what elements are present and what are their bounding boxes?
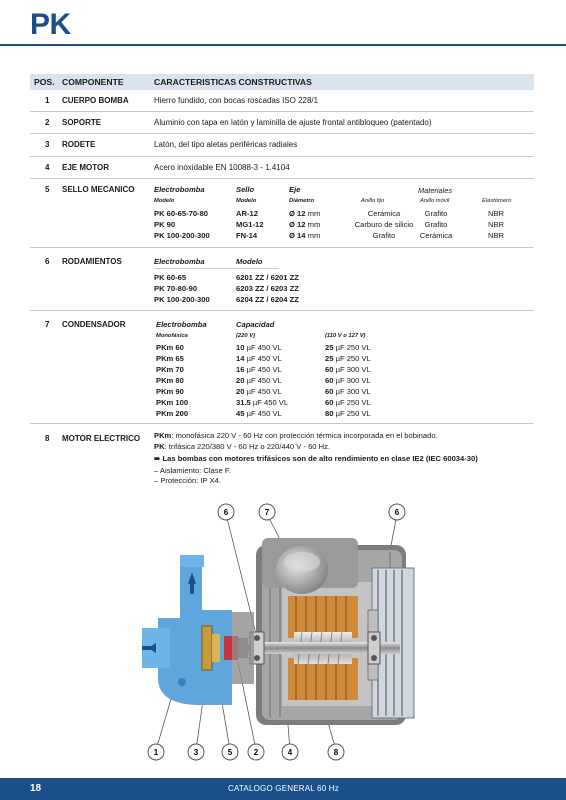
seal-mobile-ring: Grafito [424,209,448,218]
bearings-pump: PK 70-80-90 [154,284,198,293]
seal-pump: PK 90 [154,220,176,229]
page-title: PK [30,8,71,41]
seal-fixed-ring: Grafito [372,231,396,240]
row-component: CUERPO BOMBA [62,96,129,105]
capacitor-sub-single-phase: Monofásica [156,333,188,339]
seal-mobile-ring: Grafito [424,220,448,229]
arrow-right-icon: ➠ [154,454,161,463]
capacitor-pump: PKm 65 [156,354,184,363]
seal-elastomer: NBR [487,209,505,218]
row-number: 7 [45,320,50,329]
table-row [30,112,534,134]
capacitor-220: 20 µF 450 VL [236,376,282,385]
page-number: 18 [30,783,42,794]
svg-text:3: 3 [193,748,199,757]
capacitor-pump: PKm 100 [156,398,189,407]
capacitor-pump: PKm 90 [156,387,184,396]
row-component: EJE MOTOR [62,163,109,172]
seal-sub-elastomer: Elastómero [482,198,512,204]
row-description: Hierro fundido, con bocas roscadas ISO 228/1 [154,96,319,105]
footer-catalog-text: CATALOGO GENERAL 60 Hz [228,784,339,793]
seal-elastomer: NBR [487,231,505,240]
footer-bar [0,778,566,800]
seal-sub-mobile-ring: Anillo móvil [420,198,450,204]
table-row-motor [30,424,534,490]
svg-text:7: 7 [264,508,270,517]
svg-text:8: 8 [333,748,339,757]
capacitor-110: 60 µF 300 VL [325,387,371,396]
seal-diameter: Ø 12 mm [289,220,321,229]
capacitor-sub-220v: (220 V) [236,333,256,339]
callout-2 [248,744,264,760]
bearings-pump: PK 100-200-300 [154,295,210,304]
pump-cutaway-figure [140,500,430,770]
row-number: 4 [45,163,50,172]
svg-text:1: 1 [153,748,159,757]
seal-pump: PK 60-65-70-80 [154,209,209,218]
row-component: SELLO MECANICO [62,185,135,194]
callout-7 [259,504,275,520]
bearings-sub-rule [154,268,279,269]
table-row [30,157,534,179]
seal-mobile-ring: Cerámica [419,231,453,240]
callout-6-right [389,504,405,520]
motor-pkm-line: PKm: monofásica 220 V - 60 Hz con protección térmica incorporada en el bobinado. [154,431,438,440]
seal-pump: PK 100-200-300 [154,231,210,240]
table-row [30,90,534,112]
capacitor-220: 31.5 µF 450 VL [236,398,289,407]
capacitor-220: 20 µF 450 VL [236,387,282,396]
callout-5 [222,744,238,760]
table-row-capacitor [30,311,534,424]
capacitor-220: 16 µF 450 VL [236,365,282,374]
seal-header-pump: Electrobomba [154,185,205,194]
motor-pk-line: PK: trifásica 220/380 V - 60 Hz o 220/440 V - 60 Hz. [154,442,331,451]
capacitor-110: 60 µF 250 VL [325,398,371,407]
capacitor-pump: PKm 80 [156,376,184,385]
capacitor-pump: PKm 60 [156,343,184,352]
seal-header-shaft: Eje [289,185,301,194]
svg-text:6: 6 [394,508,400,517]
seal-model: MG1-12 [236,220,264,229]
row-component: CONDENSADOR [62,320,126,329]
header-pos: POS. [34,77,55,87]
capacitor-110: 60 µF 300 VL [325,376,371,385]
terminal-box [262,538,358,594]
seal-model: FN-14 [236,231,258,240]
row-number: 2 [45,118,50,127]
svg-text:5: 5 [227,748,233,757]
capacitor-110: 25 µF 250 VL [325,343,371,352]
bearings-model: 6201 ZZ / 6201 ZZ [236,273,299,282]
capacitor-pump: PKm 200 [156,409,189,418]
title-rule [0,44,566,46]
seal-sub-diameter: Diámetro [289,198,315,204]
seal-sub-model2: Modelo [236,198,257,204]
header-characteristics: CARACTERISTICAS CONSTRUCTIVAS [154,77,312,87]
seal-diameter: Ø 14 mm [289,231,321,240]
row-component: RODETE [62,140,96,149]
bearings-header-model: Modelo [236,257,263,266]
capacitor-sub-110v: (110 V o 127 V) [325,333,366,339]
bearings-header-pump: Electrobomba [154,257,205,266]
table-row [30,134,534,157]
row-description: Latón, del tipo aletas periféricas radiales [154,140,298,149]
callout-8 [328,744,344,760]
row-number: 5 [45,185,50,194]
table-header [30,74,534,90]
capacitor-header-capacity: Capacidad [236,320,275,329]
capacitor-220: 10 µF 450 VL [236,343,282,352]
bearings-model: 6204 ZZ / 6204 ZZ [236,295,299,304]
svg-text:2: 2 [253,748,259,757]
seal-elastomer: NBR [487,220,505,229]
pump-support [232,612,254,684]
row-number: 6 [45,257,50,266]
bearings-pump: PK 60-65 [154,273,187,282]
capacitor-110: 25 µF 250 VL [325,354,371,363]
capacitor-header-pump: Electrobomba [156,320,207,329]
svg-text:4: 4 [287,748,293,757]
row-number: 8 [45,434,50,443]
motor-insulation: – Aislamiento: Clase F. [154,466,231,475]
seal-header-seal: Sello [236,185,255,194]
row-description: Aluminio con tapa en latón y laminilla de ajuste frontal antibloqueo (patentado) [154,118,432,127]
seal-diameter: Ø 12 mm [289,209,321,218]
callout-4 [282,744,298,760]
row-component: RODAMIENTOS [62,257,122,266]
bearings-model: 6203 ZZ / 6203 ZZ [236,284,299,293]
row-component: SOPORTE [62,118,102,127]
motor-ie2-note: ➠ Las bombas con motores trifásicos son de alto rendimiento en clase IE2 (IEC 60034-30) [154,454,478,463]
seal-fixed-ring: Cerámica [367,209,401,218]
seal-header-materials: Materiales [418,186,453,195]
table-row-seal [30,179,534,248]
callout-3 [188,744,204,760]
header-component: COMPONENTE [62,77,124,87]
seal-fixed-ring: Carburo de silicio [354,220,414,229]
capacitor-110: 80 µF 250 VL [325,409,371,418]
capacitor-220: 45 µF 450 VL [236,409,282,418]
row-number: 1 [45,96,50,105]
pump-body [142,555,232,705]
row-description: Acero inoxidable EN 10088-3 - 1.4104 [154,163,290,172]
svg-text:6: 6 [223,508,229,517]
row-number: 3 [45,140,50,149]
capacitor-pump: PKm 70 [156,365,184,374]
capacitor-220: 14 µF 450 VL [236,354,282,363]
callout-1 [148,744,164,760]
seal-sub-model: Modelo [154,198,175,204]
seal-model: AR-12 [236,209,258,218]
table-row-bearings [30,248,534,311]
motor-protection: – Protección: IP X4. [154,476,221,485]
seal-sub-fixed-ring: Anillo fijo [361,198,385,204]
capacitor-110: 60 µF 300 VL [325,365,371,374]
callout-6-left [218,504,234,520]
row-component: MOTOR ELECTRICO [62,434,141,443]
